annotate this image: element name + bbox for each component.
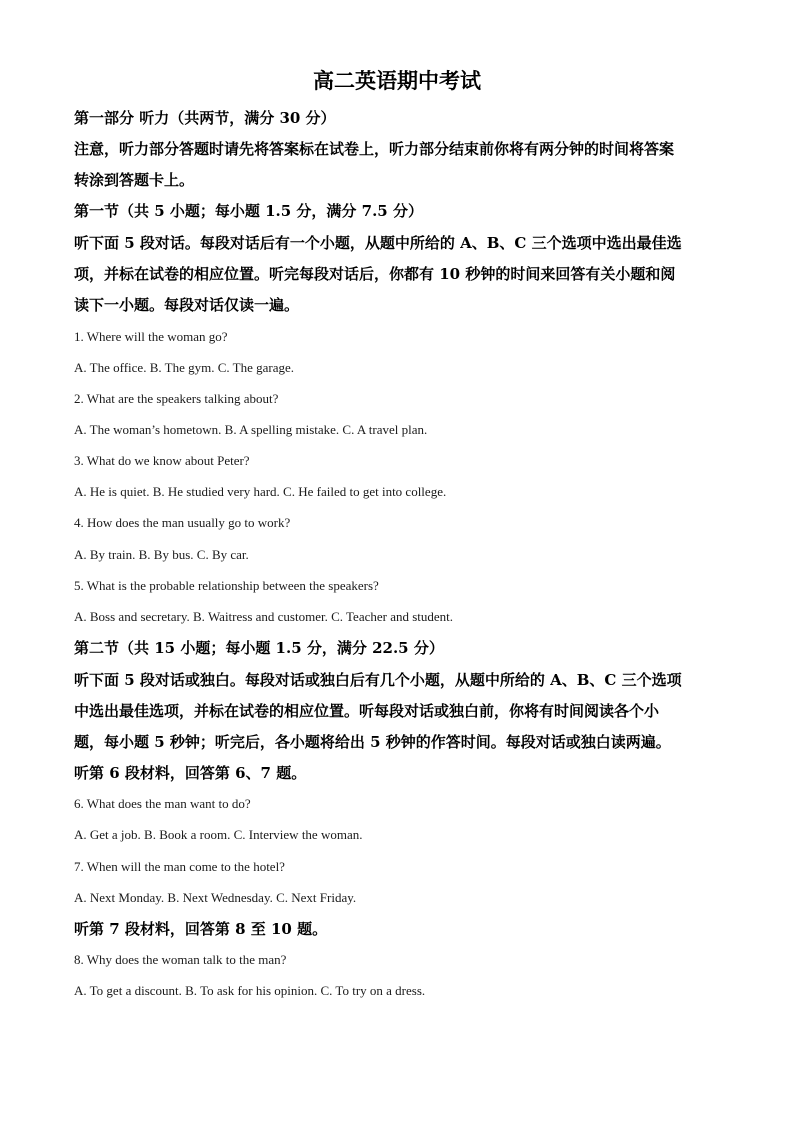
question-7: 7. When will the man come to the hotel?: [74, 859, 285, 874]
question-4: 4. How does the man usually go to work?: [74, 515, 291, 530]
section2-instr-line1: 听下面 5 段对话或独白。每段对话或独白后有几个小题，从题中所给的 A、B、C 三个选项: [74, 671, 682, 689]
question-2: 2. What are the speakers talking about?: [74, 391, 279, 406]
material-6-heading: 听第 6 段材料，回答第 6、7 题。: [74, 764, 307, 782]
section2-instr-line3: 题，每小题 5 秒钟；听完后，各小题将给出 5 秒钟的作答时间。每段对话或独白读两遍。: [74, 733, 671, 751]
question-2-options: A. The woman’s hometown. B. A spelling mistake. C. A travel plan.: [74, 422, 428, 437]
question-6-options: A. Get a job. B. Book a room. C. Interview the woman.: [74, 827, 363, 842]
question-7-options: A. Next Monday. B. Next Wednesday. C. Next Friday.: [74, 890, 357, 905]
section1-instr-line1: 听下面 5 段对话。每段对话后有一个小题，从题中所给的 A、B、C 三个选项中选出最佳选: [74, 234, 682, 252]
question-1-options: A. The office. B. The gym. C. The garage.: [74, 360, 294, 375]
part1-note-line2: 转涂到答题卡上。: [74, 171, 195, 189]
question-1: 1. Where will the woman go?: [74, 329, 228, 344]
material-7-heading: 听第 7 段材料，回答第 8 至 10 题。: [74, 920, 328, 938]
question-8: 8. Why does the woman talk to the man?: [74, 952, 287, 967]
section1-heading: 第一节（共 5 小题；每小题 1.5 分，满分 7.5 分）: [74, 202, 423, 220]
question-8-options: A. To get a discount. B. To ask for his opinion. C. To try on a dress.: [74, 983, 426, 998]
question-3: 3. What do we know about Peter?: [74, 453, 250, 468]
question-6: 6. What does the man want to do?: [74, 796, 251, 811]
page-title: 高二英语期中考试: [313, 68, 481, 93]
section2-heading: 第二节（共 15 小题；每小题 1.5 分，满分 22.5 分）: [74, 639, 444, 657]
question-5: 5. What is the probable relationship between the speakers?: [74, 578, 379, 593]
part1-note-line1: 注意，听力部分答题时请先将答案标在试卷上，听力部分结束前你将有两分钟的时间将答案: [74, 140, 675, 158]
part1-heading: 第一部分 听力（共两节，满分 30 分）: [74, 109, 336, 127]
section1-instr-line2: 项，并标在试卷的相应位置。听完每段对话后，你都有 10 秒钟的时间来回答有关小题和阅: [74, 265, 676, 283]
question-5-options: A. Boss and secretary. B. Waitress and customer. C. Teacher and student.: [74, 609, 454, 624]
question-4-options: A. By train. B. By bus. C. By car.: [74, 547, 249, 562]
section1-instr-line3: 读下一小题。每段对话仅读一遍。: [74, 296, 300, 314]
section2-instr-line2: 中选出最佳选项，并标在试卷的相应位置。听每段对话或独白前，你将有时间阅读各个小: [74, 702, 660, 720]
question-3-options: A. He is quiet. B. He studied very hard. C. He failed to get into college.: [74, 484, 447, 499]
